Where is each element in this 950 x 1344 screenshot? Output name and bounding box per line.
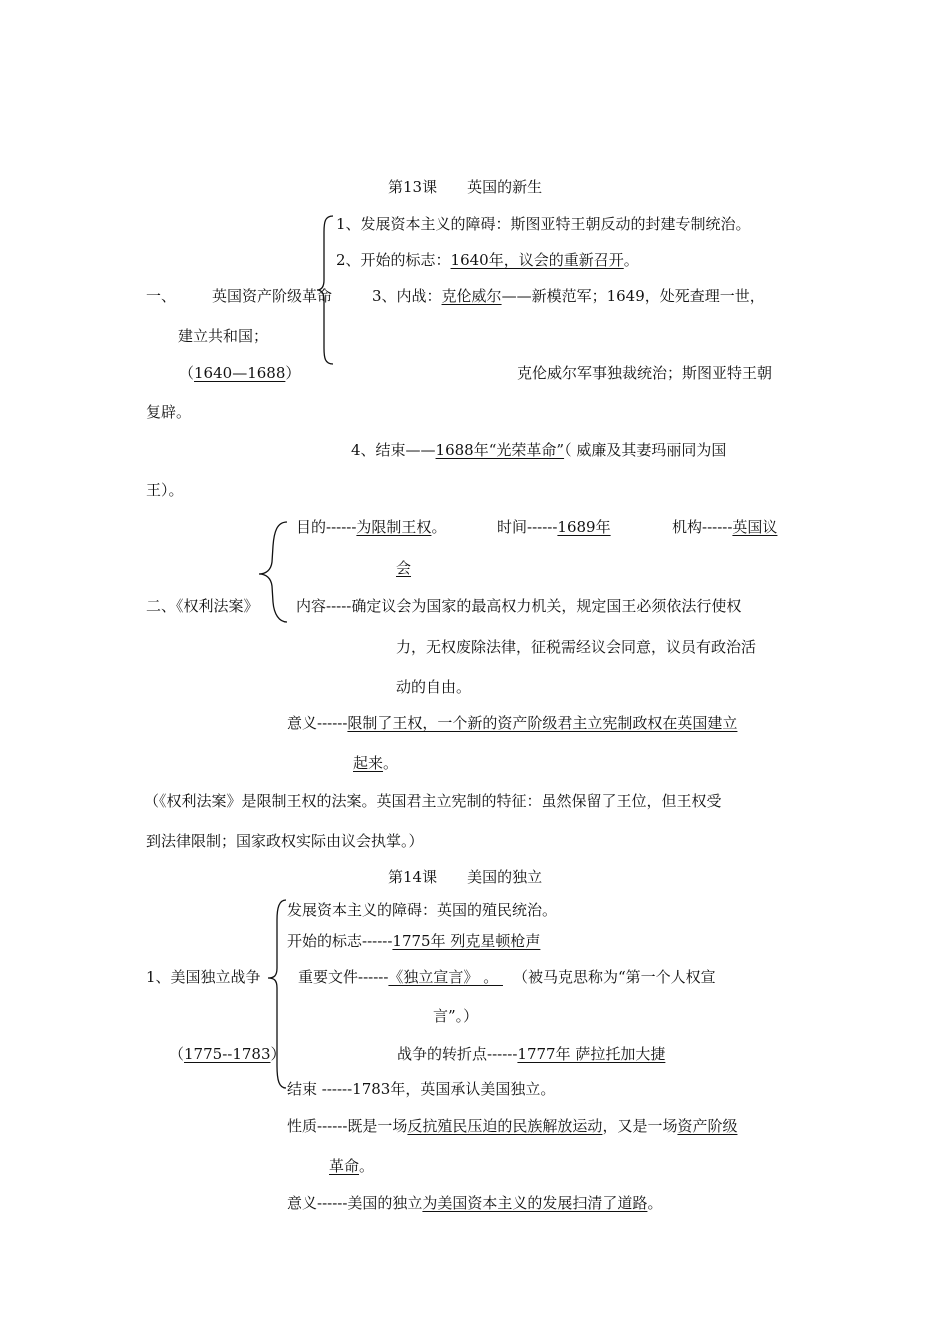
- s1-item4-line2: 王）。: [146, 481, 184, 499]
- s1-item4: 4、结束——1688年“光荣革命”（ 威廉及其妻玛丽同为国: [351, 441, 727, 459]
- s2-organ-line2: 会: [396, 559, 412, 577]
- s2-purpose: 目的------为限制王权。: [296, 518, 447, 536]
- s1-item3-line3: 克伦威尔军事独裁统治；斯图亚特王朝: [517, 364, 773, 382]
- s2-label: 二、《权利法案》: [146, 597, 259, 615]
- war-meaning: 意义------美国的独立为美国资本主义的发展扫清了道路。: [287, 1194, 663, 1212]
- war-obstacle: 发展资本主义的障碍：英国的殖民统治。: [287, 901, 558, 919]
- war-nature: 性质------既是一场反抗殖民压迫的民族解放运动，又是一场资产阶级: [287, 1117, 738, 1135]
- s2-meaning: 意义------限制了王权，一个新的资产阶级君主立宪制政权在英国建立: [287, 714, 738, 732]
- s1-item2: 2、开始的标志：1640年，议会的重新召开。: [336, 251, 639, 269]
- war-document-line2: 言”。）: [433, 1007, 479, 1025]
- s1-item3: 3、内战：克伦威尔——新模范军；1649，处死查理一世，: [372, 287, 765, 305]
- lesson14-title: 第14课 美国的独立: [388, 868, 543, 886]
- s2-content: 内容-----确定议会为国家的最高权力机关，规定国王必须依法行使权: [296, 597, 742, 615]
- s1-item3-line2: 建立共和国；: [178, 327, 269, 345]
- s2-note-line2: 到法律限制；国家政权实际由议会执掌。）: [146, 832, 424, 850]
- war-turning-point: 战争的转折点------1777年 萨拉托加大捷: [397, 1045, 666, 1063]
- s2-content-line2: 力，无权废除法律，征税需经议会同意，议员有政治活: [396, 638, 757, 656]
- war-start: 开始的标志------1775年 列克星顿枪声: [287, 932, 541, 950]
- s2-organ: 机构------英国议: [672, 518, 778, 536]
- war-period: （1775--1783）: [169, 1045, 286, 1063]
- war-end: 结束 ------1783年，英国承认美国独立。: [287, 1080, 556, 1098]
- s1-item3-line4: 复辟。: [146, 403, 192, 421]
- s2-note: （《权利法案》是限制王权的法案。英国君主立宪制的特征：虽然保留了王位，但王权受: [144, 792, 722, 810]
- s1-item1: 1、发展资本主义的障碍：斯图亚特王朝反动的封建专制统治。: [336, 215, 751, 233]
- s1-number: 一、: [146, 287, 177, 305]
- s2-time: 时间------1689年: [497, 518, 611, 536]
- war-name: 1、美国独立战争: [146, 968, 261, 986]
- s2-meaning-line2: 起来。: [353, 754, 399, 772]
- brace-section2: [257, 520, 291, 624]
- war-nature-line2: 革命。: [329, 1157, 375, 1175]
- s1-name: 英国资产阶级革命: [212, 287, 333, 305]
- s1-period: （1640—1688）: [179, 364, 301, 382]
- lesson13-title: 第13课 英国的新生: [388, 178, 543, 196]
- s2-content-line3: 动的自由。: [396, 678, 472, 696]
- war-document: 重要文件------《独立宣言》 。 （被马克思称为“第一个人权宣: [298, 968, 716, 986]
